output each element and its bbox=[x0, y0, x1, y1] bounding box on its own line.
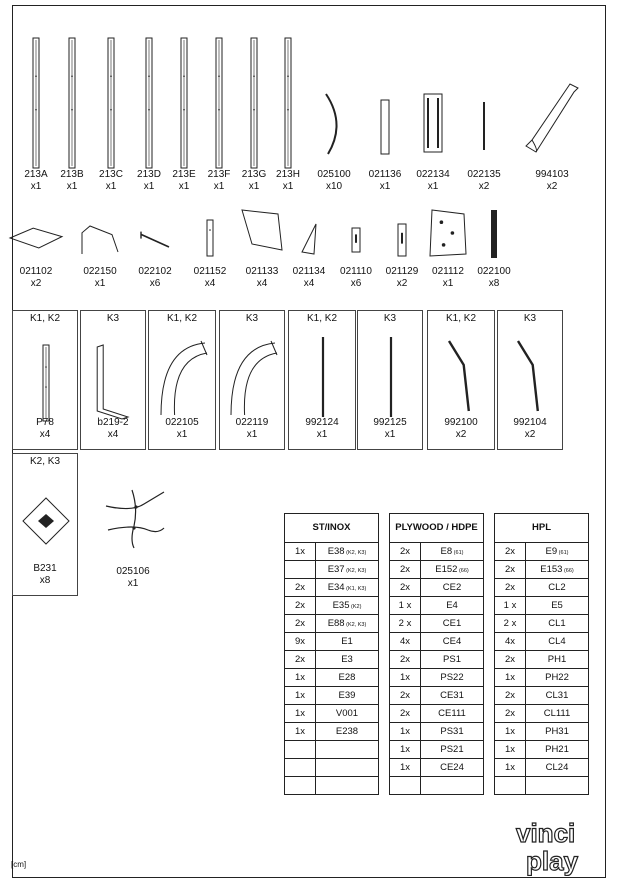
bom-item-code: E8 bbox=[440, 546, 453, 557]
part-qty: x1 bbox=[30, 181, 42, 192]
slide-icon bbox=[522, 82, 582, 156]
bom-qty: 2x bbox=[285, 615, 316, 633]
arch-icon bbox=[225, 337, 281, 417]
bom-item-code: E152 bbox=[435, 564, 458, 575]
bom-qty bbox=[495, 777, 526, 795]
bom-item bbox=[316, 615, 379, 633]
arch-icon bbox=[155, 337, 211, 417]
part-code: 021136 bbox=[368, 169, 402, 180]
bent-pipe-icon bbox=[445, 339, 479, 413]
part-code: 213H bbox=[276, 169, 300, 180]
part-025100 bbox=[308, 169, 360, 193]
part-994103 bbox=[526, 169, 578, 193]
bom-item-code: PH1 bbox=[547, 654, 567, 665]
table-row bbox=[285, 759, 589, 777]
post-icon bbox=[40, 343, 52, 423]
bom-item-code: E238 bbox=[335, 726, 359, 737]
bom-qty bbox=[390, 777, 421, 795]
part-code: 992104 bbox=[513, 417, 547, 428]
bom-qty: 2x bbox=[390, 651, 421, 669]
bom-item bbox=[526, 741, 589, 759]
table-row bbox=[285, 651, 589, 669]
bom-qty: 2x bbox=[390, 561, 421, 579]
bom-qty: 2x bbox=[390, 687, 421, 705]
part-qty: x1 bbox=[66, 181, 78, 192]
table-row bbox=[285, 777, 589, 795]
bom-item-code: E38 bbox=[327, 546, 345, 557]
bom-item-code: E34 bbox=[327, 582, 345, 593]
part-qty: x2 bbox=[396, 278, 408, 289]
bom-qty: 1x bbox=[285, 687, 316, 705]
kit-box-P78 bbox=[12, 310, 78, 450]
bom-item-code: CL111 bbox=[543, 708, 571, 719]
part-qty: x4 bbox=[39, 429, 51, 440]
bom-item bbox=[421, 579, 484, 597]
bom-item-code: PH21 bbox=[545, 744, 569, 755]
ladder-frame-icon bbox=[420, 92, 446, 154]
bom-qty: 1x bbox=[390, 741, 421, 759]
kit-label: K1, K2 bbox=[166, 313, 198, 324]
table-row bbox=[285, 597, 589, 615]
part-code: 992125 bbox=[373, 417, 407, 428]
kit-box-992100 bbox=[427, 310, 495, 450]
bom-item bbox=[526, 705, 589, 723]
part-qty: x1 bbox=[127, 578, 139, 589]
table-row bbox=[285, 543, 589, 561]
pole-icon bbox=[386, 335, 396, 419]
bom-item-code: CE111 bbox=[438, 708, 466, 719]
bom-item bbox=[526, 777, 589, 795]
bom-qty: 1x bbox=[495, 669, 526, 687]
pole-icon bbox=[318, 335, 328, 419]
part-code: 022134 bbox=[416, 169, 450, 180]
post-icon bbox=[212, 36, 226, 170]
part-code: 022135 bbox=[467, 169, 501, 180]
part-021134 bbox=[283, 266, 335, 290]
bom-item-code: CL24 bbox=[545, 762, 569, 773]
bom-item bbox=[316, 579, 379, 597]
part-qty: x2 bbox=[478, 181, 490, 192]
bom-qty: 2x bbox=[495, 579, 526, 597]
bom-qty: 1x bbox=[285, 669, 316, 687]
bom-qty: 2x bbox=[285, 597, 316, 615]
bom-item-code: CE2 bbox=[442, 582, 462, 593]
post-icon bbox=[29, 36, 43, 170]
bom-qty bbox=[285, 777, 316, 795]
part-code: 994103 bbox=[535, 169, 569, 180]
part-021136 bbox=[359, 169, 411, 193]
part-code: 213D bbox=[137, 169, 161, 180]
bom-item-code: V001 bbox=[335, 708, 359, 719]
bom-item bbox=[421, 687, 484, 705]
bom-item-code: E88 bbox=[327, 618, 345, 629]
platform-icon bbox=[8, 224, 64, 252]
part-code: 025106 bbox=[116, 566, 150, 577]
part-qty: x1 bbox=[248, 181, 260, 192]
bom-item-code: CE31 bbox=[440, 690, 464, 701]
bom-qty: 2x bbox=[285, 579, 316, 597]
bom-item-note: (K2) bbox=[349, 604, 362, 610]
bom-item bbox=[526, 615, 589, 633]
bom-item-code: CE24 bbox=[440, 762, 464, 773]
part-022134 bbox=[407, 169, 459, 193]
bom-item bbox=[316, 705, 379, 723]
bom-item bbox=[526, 759, 589, 777]
bom-qty: 4x bbox=[390, 633, 421, 651]
bom-item bbox=[526, 633, 589, 651]
bom-item bbox=[421, 561, 484, 579]
part-qty: x4 bbox=[204, 278, 216, 289]
table-row bbox=[285, 705, 589, 723]
kit-box-992125 bbox=[357, 310, 423, 450]
wall-panel-icon bbox=[238, 206, 286, 254]
post-icon bbox=[177, 36, 191, 170]
kit-box-B231 bbox=[12, 453, 78, 596]
vinci-play-logo bbox=[512, 816, 604, 876]
bom-item-code: E5 bbox=[551, 600, 563, 611]
bom-qty: 1x bbox=[495, 759, 526, 777]
bom-item-code: E3 bbox=[341, 654, 353, 665]
table-row bbox=[285, 723, 589, 741]
part-code: 022100 bbox=[477, 266, 511, 277]
kit-label: K1, K2 bbox=[29, 313, 61, 324]
part-qty: x2 bbox=[524, 429, 536, 440]
bom-item bbox=[316, 561, 379, 579]
bom-item bbox=[421, 777, 484, 795]
kit-box-992104 bbox=[497, 310, 563, 450]
bom-item bbox=[526, 723, 589, 741]
bom-item-note: (K2, K3) bbox=[344, 550, 367, 556]
bom-qty: 1 x bbox=[495, 597, 526, 615]
part-qty: x1 bbox=[246, 429, 258, 440]
bom-item-code: CE4 bbox=[442, 636, 462, 647]
part-code: 021129 bbox=[385, 266, 419, 277]
part-qty: x1 bbox=[427, 181, 439, 192]
bom-item-code: CL2 bbox=[548, 582, 566, 593]
part-qty: x6 bbox=[350, 278, 362, 289]
part-022100 bbox=[468, 266, 520, 290]
bom-item bbox=[526, 597, 589, 615]
part-qty: x6 bbox=[149, 278, 161, 289]
bom-item-code: CL31 bbox=[545, 690, 569, 701]
table-row bbox=[285, 687, 589, 705]
bom-item bbox=[421, 615, 484, 633]
part-qty: x1 bbox=[384, 429, 396, 440]
bom-item-code: E28 bbox=[338, 672, 356, 683]
bom-item bbox=[316, 651, 379, 669]
part-qty: x10 bbox=[325, 181, 343, 192]
bom-item-note: (K1, K3) bbox=[344, 586, 367, 592]
bom-item bbox=[316, 633, 379, 651]
part-021129 bbox=[376, 266, 428, 290]
bom-item-code: CL1 bbox=[548, 618, 566, 629]
part-code: 213C bbox=[99, 169, 123, 180]
kit-label: K3 bbox=[383, 313, 397, 324]
bom-qty: 1x bbox=[390, 723, 421, 741]
kit-label: K3 bbox=[245, 313, 259, 324]
part-021112 bbox=[422, 266, 474, 290]
part-qty: x2 bbox=[30, 278, 42, 289]
base-plate-icon bbox=[19, 494, 73, 548]
kit-label: K3 bbox=[523, 313, 537, 324]
bom-qty: 4x bbox=[495, 633, 526, 651]
climbing-panel-icon bbox=[426, 206, 470, 260]
bom-qty: 9x bbox=[285, 633, 316, 651]
bom-qty: 2x bbox=[495, 543, 526, 561]
part-code: 022105 bbox=[165, 417, 199, 428]
bom-item bbox=[316, 741, 379, 759]
bom-qty: 2x bbox=[390, 705, 421, 723]
slot-plate-icon bbox=[395, 222, 409, 258]
part-code: 021112 bbox=[432, 266, 464, 277]
bom-item-code: E4 bbox=[446, 600, 458, 611]
part-code: 022102 bbox=[138, 266, 172, 277]
part-code: 992100 bbox=[444, 417, 478, 428]
bom-qty: 2 x bbox=[495, 615, 526, 633]
part-qty: x1 bbox=[316, 429, 328, 440]
bom-qty bbox=[285, 741, 316, 759]
bom-qty: 2 x bbox=[390, 615, 421, 633]
part-qty: x4 bbox=[303, 278, 315, 289]
part-qty: x1 bbox=[282, 181, 294, 192]
part-qty: x8 bbox=[39, 575, 51, 586]
table-row bbox=[285, 741, 589, 759]
bom-item bbox=[421, 543, 484, 561]
part-code: 021134 bbox=[292, 266, 326, 277]
bom-item-code: PS21 bbox=[440, 744, 464, 755]
bom-qty: 1x bbox=[285, 723, 316, 741]
bom-item bbox=[526, 687, 589, 705]
bom-item-code: PH22 bbox=[545, 672, 569, 683]
part-qty: x2 bbox=[455, 429, 467, 440]
bom-item-code: E37 bbox=[327, 564, 345, 575]
post-icon bbox=[65, 36, 79, 170]
part-qty: x1 bbox=[105, 181, 117, 192]
part-qty: x1 bbox=[379, 181, 391, 192]
bom-item-code: E9 bbox=[545, 546, 558, 557]
bom-qty: 2x bbox=[390, 543, 421, 561]
bom-qty bbox=[285, 759, 316, 777]
bom-qty: 1x bbox=[495, 723, 526, 741]
part-code: 021110 bbox=[340, 266, 372, 277]
part-code: 021152 bbox=[193, 266, 227, 277]
part-qty: x1 bbox=[213, 181, 225, 192]
bom-qty: 2x bbox=[390, 579, 421, 597]
bom-item-code: CE1 bbox=[442, 618, 462, 629]
part-code: 213B bbox=[60, 169, 84, 180]
part-code: 022150 bbox=[83, 266, 117, 277]
post-icon bbox=[142, 36, 156, 170]
post-icon bbox=[104, 36, 118, 170]
bom-qty: 2x bbox=[285, 651, 316, 669]
part-213H bbox=[262, 169, 314, 193]
bom-qty: 2x bbox=[495, 651, 526, 669]
bom-header-hpl: HPL bbox=[495, 514, 589, 543]
bom-item bbox=[526, 561, 589, 579]
part-qty: x8 bbox=[488, 278, 500, 289]
bom-qty: 2x bbox=[495, 705, 526, 723]
part-021102 bbox=[10, 266, 62, 290]
bom-qty: 2x bbox=[495, 687, 526, 705]
bom-qty: 1x bbox=[495, 741, 526, 759]
bom-item-code: PS22 bbox=[440, 672, 464, 683]
panel-icon bbox=[379, 98, 391, 156]
kit-label: K1, K2 bbox=[445, 313, 477, 324]
bom-item bbox=[421, 669, 484, 687]
bom-header-st-inox: ST/INOX bbox=[285, 514, 379, 543]
bom-item bbox=[421, 633, 484, 651]
part-code: 021102 bbox=[19, 266, 53, 277]
part-022150 bbox=[74, 266, 126, 290]
kit-box-022105 bbox=[148, 310, 216, 450]
bom-item bbox=[421, 741, 484, 759]
kit-label: K1, K2 bbox=[306, 313, 338, 324]
part-code: B231 bbox=[33, 563, 57, 574]
bom-item bbox=[316, 597, 379, 615]
bom-item-code: PH31 bbox=[545, 726, 569, 737]
part-022135 bbox=[458, 169, 510, 193]
part-code: b219-2 bbox=[97, 417, 129, 428]
bom-item bbox=[316, 723, 379, 741]
table-row bbox=[285, 633, 589, 651]
part-code: 025100 bbox=[317, 169, 351, 180]
bom-item bbox=[316, 759, 379, 777]
part-021152 bbox=[184, 266, 236, 290]
kit-label: K3 bbox=[106, 313, 120, 324]
kit-box-b219-2 bbox=[80, 310, 146, 450]
bom-item bbox=[421, 597, 484, 615]
bar-icon bbox=[479, 100, 489, 152]
kit-label: K2, K3 bbox=[29, 456, 61, 467]
angle-bracket-icon bbox=[96, 341, 132, 421]
table-row bbox=[285, 669, 589, 687]
bom-item bbox=[316, 687, 379, 705]
bom-qty bbox=[285, 561, 316, 579]
part-qty: x1 bbox=[94, 278, 106, 289]
bom-item-code: E1 bbox=[341, 636, 353, 647]
part-qty: x1 bbox=[176, 429, 188, 440]
part-qty: x1 bbox=[442, 278, 454, 289]
bill-of-materials-table bbox=[284, 513, 589, 795]
bom-item-code: E35 bbox=[332, 600, 350, 611]
bom-item bbox=[421, 705, 484, 723]
bom-item-code: PS1 bbox=[443, 654, 461, 665]
bom-qty: 1 x bbox=[390, 597, 421, 615]
bom-item bbox=[316, 777, 379, 795]
bom-item-code: E39 bbox=[338, 690, 356, 701]
bom-item bbox=[421, 759, 484, 777]
part-025106 bbox=[108, 566, 158, 590]
bom-qty: 1x bbox=[390, 669, 421, 687]
bom-item-note: (K2, K3) bbox=[344, 622, 367, 628]
bom-item-note: (61) bbox=[452, 550, 464, 556]
svg-text:play: play bbox=[526, 846, 579, 876]
part-022102 bbox=[129, 266, 181, 290]
bom-header-plywood: PLYWOOD / HDPE bbox=[390, 514, 484, 543]
part-qty: x2 bbox=[546, 181, 558, 192]
bom-item-code: PS31 bbox=[440, 726, 464, 737]
part-021133 bbox=[236, 266, 288, 290]
part-code: 992124 bbox=[305, 417, 339, 428]
bom-item bbox=[526, 543, 589, 561]
part-code: 213F bbox=[207, 169, 231, 180]
part-qty: x4 bbox=[256, 278, 268, 289]
rung-icon bbox=[487, 208, 501, 260]
bom-qty: 1x bbox=[285, 705, 316, 723]
triangle-plate-icon bbox=[298, 222, 320, 256]
part-code: P78 bbox=[36, 417, 54, 428]
bom-item bbox=[526, 579, 589, 597]
post-icon bbox=[281, 36, 295, 170]
bom-item-note: (66) bbox=[457, 568, 469, 574]
bom-item-note: (61) bbox=[557, 550, 569, 556]
bracket-bar-icon bbox=[137, 226, 173, 254]
part-qty: x1 bbox=[178, 181, 190, 192]
railing-icon bbox=[78, 222, 122, 258]
post-icon bbox=[247, 36, 261, 170]
svg-text:vinci: vinci bbox=[516, 818, 576, 848]
bom-qty: 1x bbox=[390, 759, 421, 777]
bom-item-note: (66) bbox=[562, 568, 574, 574]
curved-rod-icon bbox=[322, 92, 346, 156]
part-code: 022119 bbox=[235, 417, 269, 428]
part-qty: x1 bbox=[143, 181, 155, 192]
bom-qty: 2x bbox=[495, 561, 526, 579]
bent-pipe-icon bbox=[514, 339, 548, 413]
table-row bbox=[285, 615, 589, 633]
part-code: 213G bbox=[241, 169, 267, 180]
bom-item bbox=[526, 651, 589, 669]
bom-item bbox=[421, 651, 484, 669]
bom-item bbox=[316, 543, 379, 561]
part-021110 bbox=[330, 266, 382, 290]
small-plate-icon bbox=[204, 218, 216, 258]
bom-item-note: (K2, K3) bbox=[344, 568, 367, 574]
table-row bbox=[285, 561, 589, 579]
bom-item-code: CL4 bbox=[548, 636, 566, 647]
bom-item bbox=[526, 669, 589, 687]
bom-item bbox=[316, 669, 379, 687]
kit-box-022119 bbox=[219, 310, 285, 450]
bom-qty: 1x bbox=[285, 543, 316, 561]
part-code: 213A bbox=[24, 169, 48, 180]
slot-plate-icon bbox=[349, 226, 363, 254]
net-icon bbox=[104, 486, 166, 550]
table-row bbox=[285, 579, 589, 597]
bom-item-code: E153 bbox=[540, 564, 563, 575]
unit-note: [cm] bbox=[11, 860, 27, 869]
kit-box-992124 bbox=[288, 310, 356, 450]
part-qty: x4 bbox=[107, 429, 119, 440]
part-code: 021133 bbox=[245, 266, 279, 277]
part-code: 213E bbox=[172, 169, 196, 180]
bom-item bbox=[421, 723, 484, 741]
